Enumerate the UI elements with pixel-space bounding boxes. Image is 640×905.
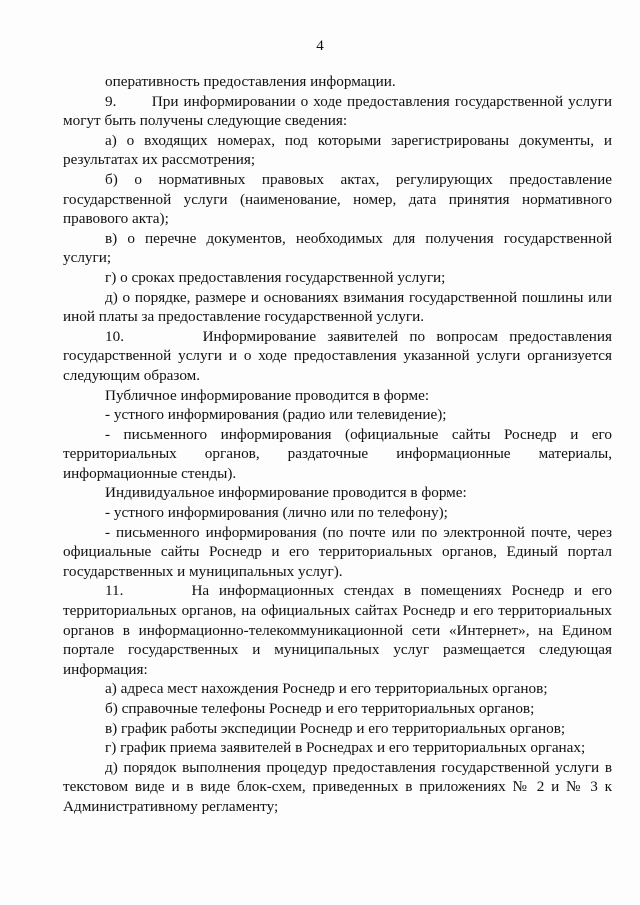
paragraph-item-11: 11. На информационных стендах в помещениях Роснедр и его территориальных органов, на официальных сайтах Роснедр и его территориальных органов в информационно-телекоммуникационной сети «Интернет», на Едином портале государственных и муниципальных услуг размещается следующая информация: [63,582,612,678]
page-number: 4 [316,38,324,54]
info-item-g: г) график приема заявителей в Роснедрах и его территориальных органах; [105,739,586,757]
info-item-b: б) справочные телефоны Роснедр и его территориальных органов; [105,700,535,717]
paragraph-item-10: 10. Информирование заявителей по вопросам предоставления государственной услуги и о ходе предоставления указанной услуги организуется следующим образом. [63,327,612,384]
subitem-v: в) о перечне документов, необходимых для получения государственной услуги; [63,229,612,267]
info-item-a: а) адреса мест нахождения Роснедр и его территориальных органов; [105,680,548,698]
subitem-g: г) о сроках предоставления государственной услуги; [105,268,446,286]
document-body [63,72,612,817]
subitem-b: б) о нормативных правовых актах, регулирующих предоставление государственной услуги (наименование, номер, дата принятия нормативного правового акта); [63,170,612,228]
info-item-d: д) порядок выполнения процедур предоставления государственной услуги в текстовом виде и в виде блок-схем, приведенных в приложениях № 2 и № 3 к Административному регламенту; [63,758,612,815]
public-info-written: - письменного информирования (официальные сайты Роснедр и его территориальных органов, раздаточные информационные материалы, информационные стенды). [63,425,612,482]
individual-info-heading: Индивидуальное информирование проводится в форме: [105,484,467,502]
info-item-v: в) график работы экспедиции Роснедр и его территориальных органов; [105,719,566,737]
individual-info-written: - письменного информирования (по почте или по электронной почте, через официальные сайты Роснедр и его территориальных органов, Единый портал государственных и муниципальных услуг). [63,523,612,580]
paragraph-continuation: оперативность предоставления информации. [105,73,396,90]
subitem-d: д) о порядке, размере и основаниях взимания государственной пошлины или иной платы за предоставление государственной услуги. [63,288,612,326]
subitem-a: а) о входящих номерах, под которыми зарегистрированы документы, и результатах их рассмотрения; [63,131,612,169]
public-info-heading: Публичное информирование проводится в форме: [105,386,430,404]
public-info-oral: - устного информирования (радио или телевидение); [105,406,447,424]
individual-info-oral: - устного информирования (лично или по телефону); [105,504,448,522]
paragraph-item-9: 9. При информировании о ходе предоставления государственной услуги могут быть получены следующие сведения: [63,92,612,130]
